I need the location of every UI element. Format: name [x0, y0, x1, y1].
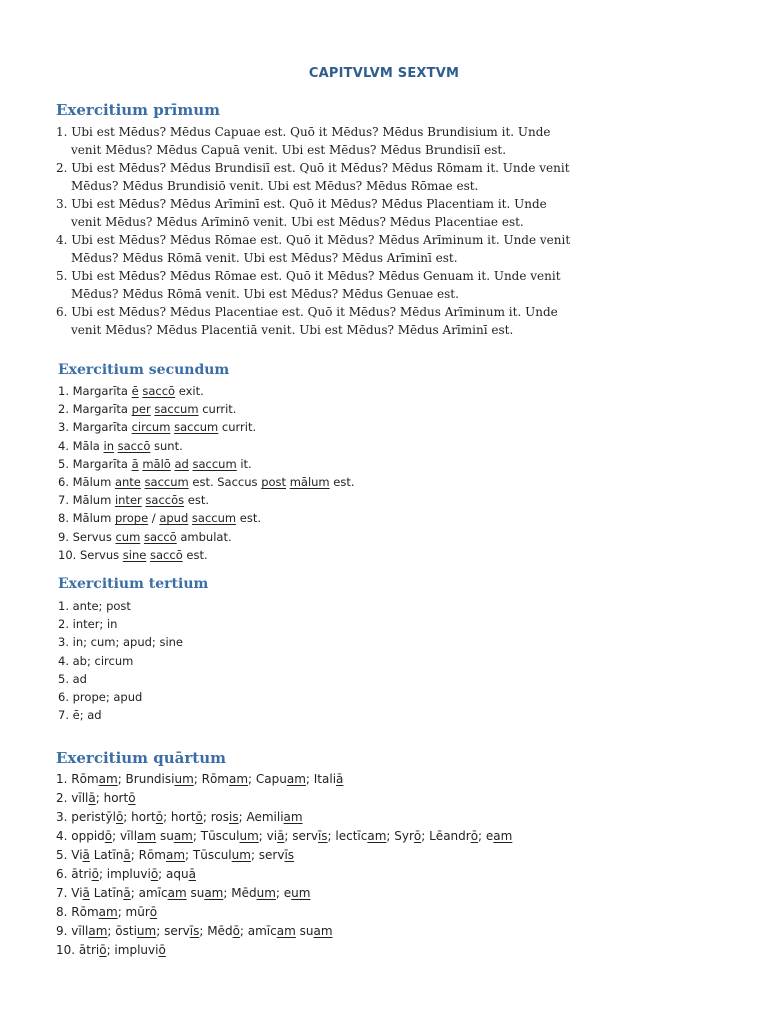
underlined-answer: ad — [174, 456, 189, 471]
underlined-answer: ā — [336, 772, 344, 786]
underlined-answer: am — [286, 772, 306, 786]
list-item: 7. ē; ad — [58, 708, 102, 723]
item-line-continued: venit Mēdus? Mēdus Placentiā venit. Ubi est Mēdus? Mēdus Arīminī est. — [71, 323, 514, 337]
list-item: 1. ante; post — [58, 599, 131, 613]
list-exercitium-quartum — [56, 770, 512, 960]
underlined-answer: saccum — [192, 456, 237, 471]
underlined-answer: ō — [115, 810, 124, 824]
heading-exercitium-tertium: Exercitium tertium — [58, 576, 209, 592]
underlined-answer: mālō — [142, 456, 171, 471]
item-line-continued: venit Mēdus? Mēdus Arīminō venit. Ubi est Mēdus? Mēdus Placentiae est. — [71, 215, 524, 229]
list-item: 3. peristȳlō; hortō; hortō; rosis; Aemiliam — [56, 810, 303, 824]
list-item: 6. Mālum ante saccum est. Saccus post mālum est. — [58, 475, 355, 490]
underlined-answer: ante — [114, 475, 141, 490]
underlined-answer: ā — [123, 886, 131, 900]
list-item: 1. Margarīta ē saccō exit. — [58, 384, 204, 398]
list-item — [56, 159, 570, 195]
list-item: 10. ātriō; impluviō — [56, 943, 166, 957]
list-exercitium-tertium — [58, 597, 183, 724]
underlined-answer: ō — [195, 810, 203, 824]
underlined-answer: ā — [123, 848, 131, 862]
underlined-answer: sine — [122, 547, 147, 562]
underlined-answer: ē — [131, 384, 139, 398]
underlined-answer: am — [166, 848, 186, 862]
underlined-answer: circum — [131, 420, 171, 435]
underlined-answer: ō — [149, 905, 158, 919]
underlined-answer: īs — [317, 829, 328, 843]
underlined-answer: ō — [155, 810, 164, 824]
list-item: 4. oppidō; vīllam suam; Tūsculum; viā; servīs; lectīcam; Syrō; Lēandrō; eam — [56, 829, 513, 843]
underlined-answer: am — [229, 772, 249, 786]
list-item: 10. Servus sine saccō est. — [58, 547, 208, 562]
underlined-answer: saccō — [117, 438, 151, 453]
underlined-answer: inter — [114, 493, 142, 508]
underlined-answer: ā — [277, 829, 285, 843]
list-item: 6. ātriō; impluviō; aquā — [56, 867, 196, 881]
item-line-continued: venit Mēdus? Mēdus Capuā venit. Ubi est Mēdus? Mēdus Brundisiī est. — [71, 143, 507, 157]
list-item: 3. in; cum; apud; sine — [58, 635, 184, 650]
underlined-answer: ō — [232, 924, 240, 938]
list-item — [56, 195, 547, 231]
underlined-answer: ō — [470, 829, 479, 843]
underlined-answer: saccōs — [145, 493, 185, 508]
underlined-answer: ā — [188, 867, 196, 881]
underlined-answer: saccō — [142, 384, 176, 398]
heading-exercitium-secundum: Exercitium secundum — [58, 362, 230, 378]
underlined-answer: saccō — [150, 547, 183, 562]
list-item: 7. Mālum inter saccōs est. — [58, 493, 210, 508]
list-item: 7. Viā Latīnā; amīcam suam; Mēdum; eum — [56, 886, 311, 900]
underlined-answer: am — [98, 905, 118, 919]
item-line: 5. Ubi est Mēdus? Mēdus Rōmae est. Quō it Mēdus? Mēdus Genuam it. Unde venit — [56, 269, 561, 283]
item-line: 1. Ubi est Mēdus? Mēdus Capuae est. Quō it Mēdus? Mēdus Brundisium it. Unde — [56, 125, 551, 139]
list-item — [56, 123, 551, 159]
item-line: 6. Ubi est Mēdus? Mēdus Placentiae est. Quō it Mēdus? Mēdus Arīminum it. Unde — [56, 305, 558, 319]
list-item: 8. Rōmam; mūrō — [56, 905, 158, 919]
underlined-answer: apud — [159, 511, 189, 526]
list-item: 9. vīllam; ōstium; servīs; Mēdō; amīcam suam — [56, 924, 333, 938]
underlined-answer: saccō — [143, 529, 177, 544]
underlined-answer: ā — [88, 791, 96, 805]
underlined-answer: post — [261, 475, 287, 490]
underlined-answer: um — [136, 924, 157, 938]
underlined-answer: saccum — [174, 420, 219, 435]
underlined-answer: am — [276, 924, 296, 938]
list-item: 4. ab; circum — [58, 653, 134, 668]
underlined-answer: is — [229, 810, 239, 824]
list-item: 4. Māla in saccō sunt. — [58, 438, 183, 453]
underlined-answer: um — [291, 886, 311, 900]
list-item: 9. Servus cum saccō ambulat. — [58, 529, 232, 544]
chapter-title: CAPITVLVM SEXTVM — [308, 66, 460, 81]
underlined-answer: am — [173, 829, 193, 843]
underlined-answer: um — [231, 848, 251, 862]
underlined-answer: īs — [284, 848, 295, 862]
underlined-answer: saccum — [191, 511, 237, 526]
list-item — [56, 231, 571, 267]
list-exercitium-secundum — [58, 382, 355, 564]
list-item: 2. Margarīta per saccum currit. — [58, 402, 237, 417]
underlined-answer: ā — [82, 848, 90, 862]
list-item: 5. ad — [58, 671, 87, 686]
list-item: 2. vīllā; hortō — [56, 791, 136, 805]
item-line: 3. Ubi est Mēdus? Mēdus Arīminī est. Quō it Mēdus? Mēdus Placentiam it. Unde — [56, 197, 547, 211]
underlined-answer: um — [239, 829, 259, 843]
underlined-answer: am — [167, 886, 187, 900]
list-item — [56, 303, 558, 339]
underlined-answer: um — [256, 886, 276, 900]
underlined-answer: am — [204, 886, 224, 900]
underlined-answer: um — [174, 772, 194, 786]
list-item: 5. Margarīta ā mālō ad saccum it. — [58, 456, 252, 471]
underlined-answer: ā — [82, 886, 90, 900]
list-item: 8. Mālum prope / apud saccum est. — [58, 511, 261, 526]
underlined-answer: ō — [99, 943, 107, 957]
underlined-answer: ō — [128, 791, 136, 805]
underlined-answer: ō — [91, 867, 99, 881]
list-item: 6. prope; apud — [58, 690, 143, 705]
heading-exercitium-primum: Exercitium prīmum — [56, 101, 221, 119]
item-line-continued: Mēdus? Mēdus Rōmā venit. Ubi est Mēdus? Mēdus Genuae est. — [71, 287, 459, 301]
underlined-answer: am — [283, 810, 303, 824]
list-item: 1. Rōmam; Brundisium; Rōmam; Capuam; Italiā — [56, 772, 344, 786]
item-line: 2. Ubi est Mēdus? Mēdus Brundisiī est. Quō it Mēdus? Mēdus Rōmam it. Unde venit — [56, 161, 570, 175]
underlined-answer: saccum — [144, 475, 189, 490]
underlined-answer: in — [103, 438, 114, 453]
underlined-answer: am — [98, 772, 118, 786]
underlined-answer: ō — [150, 867, 159, 881]
item-line-continued: Mēdus? Mēdus Brundisiō venit. Ubi est Mēdus? Mēdus Rōmae est. — [71, 179, 479, 193]
underlined-answer: ō — [158, 943, 166, 957]
list-item: 3. Margarīta circum saccum currit. — [58, 420, 257, 435]
underlined-answer: ō — [104, 829, 113, 843]
list-exercitium-primum — [56, 123, 571, 339]
underlined-answer: ā — [131, 456, 139, 471]
underlined-answer: prope — [114, 511, 149, 526]
underlined-answer: īs — [189, 924, 200, 938]
underlined-answer: per — [131, 402, 151, 417]
underlined-answer: am — [493, 829, 513, 843]
underlined-answer: saccum — [154, 402, 199, 417]
underlined-answer: ō — [413, 829, 422, 843]
underlined-answer: cum — [115, 529, 141, 544]
list-item — [56, 267, 561, 303]
underlined-answer: am — [367, 829, 387, 843]
underlined-answer: am — [137, 829, 157, 843]
list-item: 5. Viā Latīnā; Rōmam; Tūsculum; servīs — [56, 848, 295, 862]
underlined-answer: mālum — [289, 475, 330, 490]
underlined-answer: am — [313, 924, 333, 938]
item-line-continued: Mēdus? Mēdus Rōmā venit. Ubi est Mēdus? Mēdus Arīminī est. — [71, 251, 458, 265]
list-item: 2. inter; in — [58, 617, 118, 632]
underlined-answer: am — [88, 924, 108, 938]
item-line: 4. Ubi est Mēdus? Mēdus Rōmae est. Quō it Mēdus? Mēdus Arīminum it. Unde venit — [56, 233, 571, 247]
heading-exercitium-quartum: Exercitium quārtum — [56, 749, 227, 767]
